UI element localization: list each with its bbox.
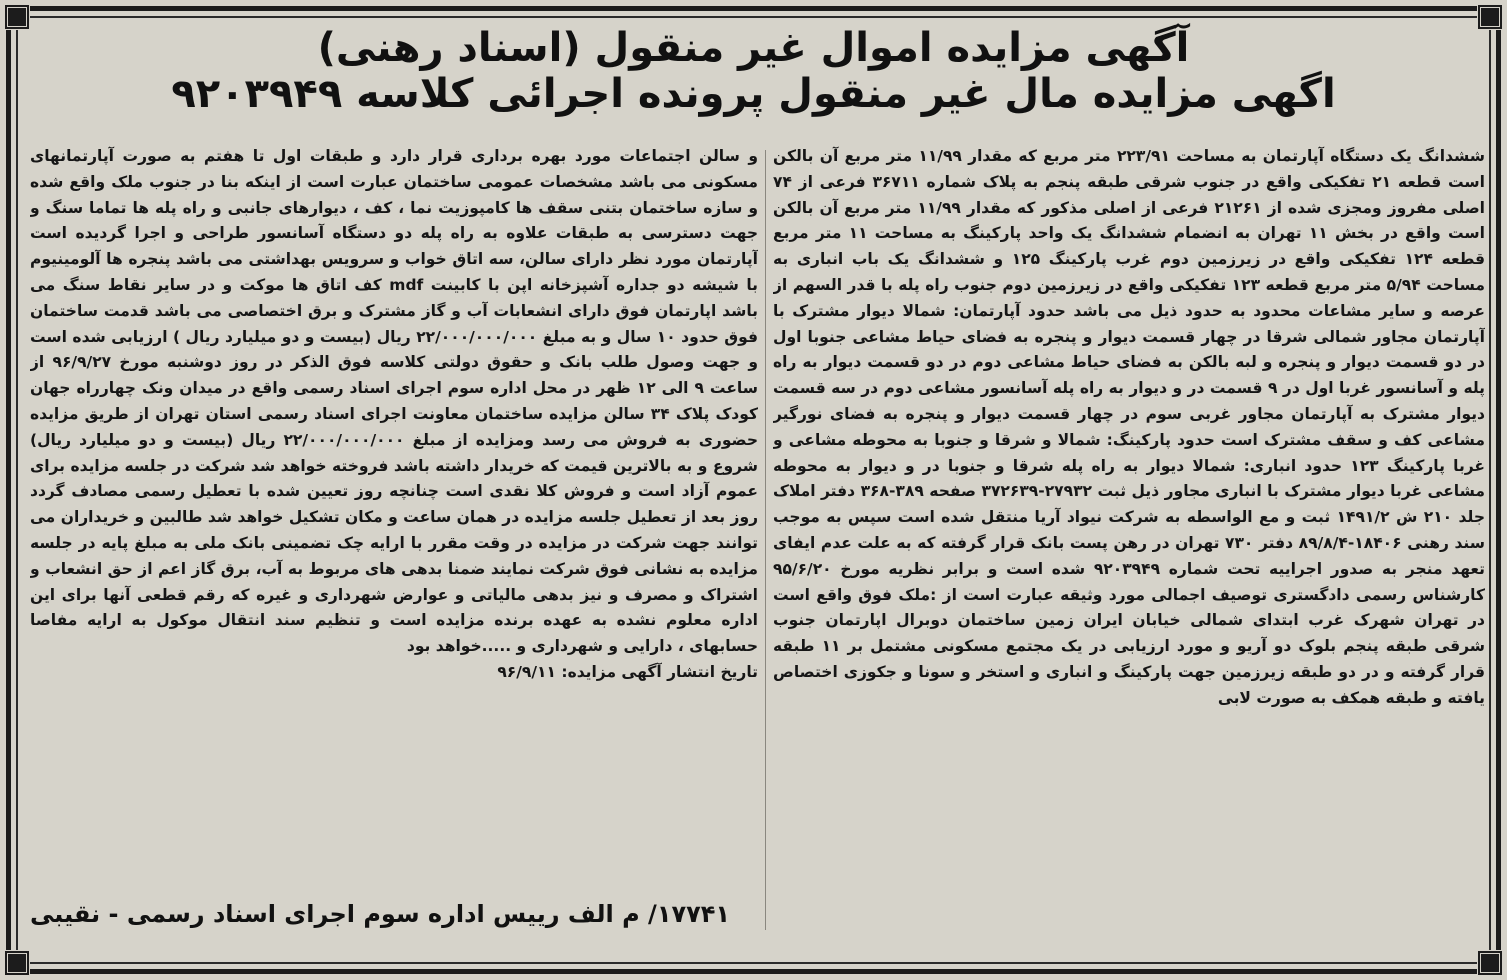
- corner-ornament: [4, 950, 30, 976]
- body-text-right: ششدانگ یک دستگاه آپارتمان به مساحت ۲۲۳/۹۱ متر مربع که مقدار ۱۱/۹۹ متر مربع آن بالکن است قطعه ۲۱ تفکیکی واقع در جنوب شرقی طبقه پنجم به پلاک شماره ۳۶۷۱۱ فرعی از ۷۴ اصلی مفروز ومجزی شده از ۲۱۲۶۱ فرعی از اصلی مذکور که مقدار ۱۱/۹۹ متر مربع آن بالکن است واقع در بخش ۱۱ تهران به انضمام ششدانگ یک واحد پارکینگ به مساحت ۱۱ متر مربع قطعه ۱۲۴ تفکیکی واقع در زیرزمین دوم غرب پارکینگ ۱۲۵ و ششدانگ یک باب انباری به مساحت ۵/۹۴ متر مربع قطعه ۱۲۳ تفکیکی واقع در زیرزمین دوم جنوب راه پله با قدر السهم از عرصه و سایر مشاعات محدود به حدود ذیل می باشد حدود آپارتمان: شمالا دیوار مشترک با آپارتمان مجاور شمالی شرقا در چهار قسمت دیوار و پنجره به فضای حیاط مشاعی جنوبا اول در دو قسمت دیوار و پنجره و لبه بالکن به فضای حیاط مشاعی دوم در دو قسمت دیوار به راه پله و آسانسور غربا اول در ۹ قسمت در و دیوار به راه پله آسانسور مشاعی دوم در سه قسمت دیوار مشترک به آپارتمان مجاور غربی سوم در چهار قسمت دیوار و پنجره به فضای نورگیر مشاعی کف و سقف مشترک است حدود پارکینگ: شمالا و شرقا و جنوبا به محوطه مشاعی و غربا پارکینگ ۱۲۳ حدود انباری: شمالا دیوار به راه پله شرقا و جنوبا در و دیوار به محوطه مشاعی غربا دیوار مشترک با انباری مجاور ذیل ثبت ۲۷۹۳۲-۳۷۲۶۳۹ صفحه ۳۸۹-۳۶۸ دفتر املاک جلد ۲۱۰ ش ۱۴۹۱/۲ ثبت و مع الواسطه به شرکت نیواد آریا منتقل شده است سپس به موجب سند رهنی ۱۸۴۰۶-۸۹/۸/۴ دفتر ۷۳۰ تهران در رهن پست بانک قرار گرفته که به علت عدم ایفای تعهد منجر به صدور اجراییه تحت شماره ۹۲۰۳۹۴۹ شده است و برابر نظریه مورخ ۹۵/۶/۲۰ کارشناس رسمی دادگستری توصیف اجمالی مورد وثیقه عبارت است از :ملک فوق واقع است در تهران شهرک غرب ابتدای شمالی خیابان ایران زمین ساختمان دوبرال اپارتمان جنوب شرقی طبقه پنجم بلوک دو آریو و مورد ارزیابی در یک مجتمع مسکونی مشتمل بر ۱۱ طبقه قرار گرفته و در دو طبقه زیرزمین جهت پارکینگ و انباری و استخر و سونا و جکوزی اختصاص یافته و طبقه همکف به صورت لابی: [773, 147, 1485, 707]
- corner-ornament: [1477, 950, 1503, 976]
- corner-ornament: [4, 4, 30, 30]
- signature-line: ۱۷۷۴۱/ م الف رییس اداره سوم اجرای اسناد رسمی - نقیبی: [30, 900, 731, 928]
- corner-ornament: [1477, 4, 1503, 30]
- column-divider: [765, 150, 766, 930]
- notice-title: آگهی مزایده اموال غیر منقول (اسناد رهنی): [317, 25, 1190, 71]
- publish-date: تاریخ انتشار آگهی مزایده: ۹۶/۹/۱۱: [497, 662, 758, 681]
- body-text-left: و سالن اجتماعات مورد بهره برداری قرار دارد و طبقات اول تا هفتم به صورت آپارتمانهای مسکونی می باشد مشخصات عمومی ساختمان عبارت است از اینکه بنا در جنوب ملک واقع شده و سازه ساختمان بتنی سقف ها کامپوزیت نما ، کف ، دیوارهای جانبی و راه پله ها تماما سنگ و جهت دسترسی به طبقات علاوه به راه پله دو دستگاه آسانسور طراحی و اجرا گردیده است آپارتمان مورد نظر دارای سالن، سه اتاق خواب و سرویس بهداشتی می باشد پنجره ها آلومینیوم با شیشه دو جداره آشپزخانه اپن با کابینت mdf کف اتاق ها موکت و در سایر نقاط سنگ می باشد اپارتمان فوق دارای انشعابات آب و گاز مشترک و برق اختصاصی می باشد قدمت ساختمان فوق حدود ۱۰ سال و به مبلغ ۲۲/۰۰۰/۰۰۰/۰۰۰ ریال (بیست و دو میلیارد ریال ) ارزیابی شده است و جهت وصول طلب بانک و حقوق دولتی کلاسه فوق الذکر در روز دوشنبه مورخ ۹۶/۹/۲۷ از ساعت ۹ الی ۱۲ ظهر در محل اداره سوم اجرای اسناد رسمی واقع در میدان ونک چهارراه جهان کودک پلاک ۳۴ سالن مزایده ساختمان معاونت اجرای اسناد رسمی استان تهران از طریق مزایده حضوری به فروش می رسد ومزایده از مبلغ ۲۲/۰۰۰/۰۰۰/۰۰۰ ریال (بیست و دو میلیارد ریال) شروع و به بالاترین قیمت که خریدار داشته باشد فروخته خواهد شد شرکت در جلسه مزایده برای عموم آزاد است و فروش کلا نقدی است چنانچه روز تعیین شده با تعطیل رسمی مصادف گردد روز بعد از تعطیل جلسه مزایده در همان ساعت و مکان تشکیل خواهد شد طالبین و خریداران می توانند جهت شرکت در مزایده در وقت مقرر با ارایه چک تضمینی بانک ملی به مبلغ پایه در جلسه مزایده به نشانی فوق شرکت نمایند ضمنا بدهی های مربوط به آب، برق گاز اعم از حق انشعاب و اشتراک و مصرف و نیز بدهی مالیاتی و عوارض شهرداری و غیره که رقم قطعی آنها برای این اداره معلوم نشده به عهده برنده مزایده است و تنظیم سند انتقال موکول به ارایه مفاصا حسابهای ، دارایی و شهرداری و .....خواهد بود: [30, 147, 758, 656]
- notice-subtitle: اگهی مزایده مال غیر منقول پرونده اجرائی کلاسه ۹۲۰۳۹۴۹: [171, 71, 1336, 117]
- body-column-left: [30, 144, 758, 934]
- body-column-right: [773, 144, 1485, 934]
